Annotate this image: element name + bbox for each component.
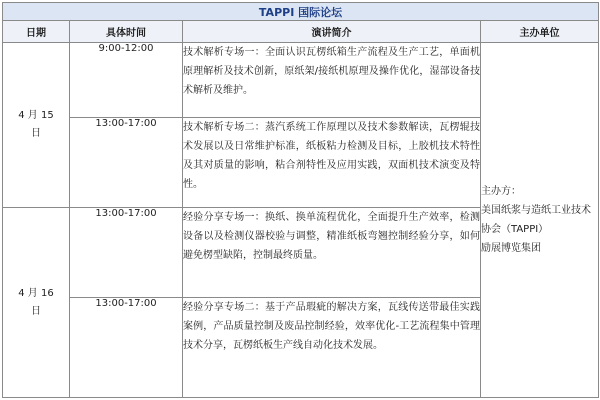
- header-organizer: 主办单位: [481, 21, 599, 43]
- time-cell: 9:00-12:00: [70, 43, 183, 118]
- date-month-day2: 4 月 16: [18, 287, 54, 299]
- forum-schedule-table: [2, 2, 599, 398]
- organizer-name-tappi: 美国纸浆与造纸工业技术协会（TAPPI）: [481, 205, 591, 235]
- schedule-frame: [2, 2, 598, 398]
- organizer-label: 主办方：: [481, 186, 521, 197]
- time-cell: 13:00-17:00: [70, 298, 183, 398]
- time-cell: 13:00-17:00: [70, 208, 183, 298]
- header-date: 日期: [3, 21, 70, 43]
- header-time: 具体时间: [70, 21, 183, 43]
- date-cell-day2: [3, 208, 70, 398]
- date-day-day1: 日: [31, 128, 41, 139]
- table-row: [3, 43, 599, 118]
- session-description: 技术解析专场一：全面认识瓦楞纸箱生产流程及生产工艺，单面机原理解析及技术创新，原纸架/接纸机原理及操作优化，湿部设备技术解析及维护。: [183, 43, 481, 118]
- session-description: 经验分享专场二：基于产品瑕疵的解决方案，瓦线传送带最佳实践案例，产品质量控制及废品控制经验，效率优化-工艺流程集中管理技术分享，瓦楞纸板生产线自动化技术发展。: [183, 298, 481, 398]
- date-cell-day1: [3, 43, 70, 208]
- table-header-row: [3, 21, 599, 43]
- date-month-day1: 4 月 15: [18, 110, 54, 121]
- header-content: 演讲简介: [183, 21, 481, 43]
- time-cell: 13:00-17:00: [70, 118, 183, 208]
- organizer-name-reed: 励展博览集团: [481, 243, 541, 254]
- session-description: 经验分享专场一：换纸、换单流程优化，全面提升生产效率，检测设备以及检测仪器校验与调整，精准纸板弯翘控制经验分享，如何避免楞型缺陷，控制最终质量。: [183, 208, 481, 298]
- date-day-day2: 日: [31, 305, 41, 317]
- organizer-cell: [481, 43, 599, 398]
- table-title: TAPPI 国际论坛: [3, 3, 599, 21]
- session-description: 技术解析专场二：蒸汽系统工作原理以及技术参数解读，瓦楞辊技术发展以及日常维护标准，纸板粘力检测及目标，上胶机技术特性及其对质量的影响，粘合剂特性及应用实践，双面机技术演变及特性。: [183, 118, 481, 208]
- table-title-row: [3, 3, 599, 21]
